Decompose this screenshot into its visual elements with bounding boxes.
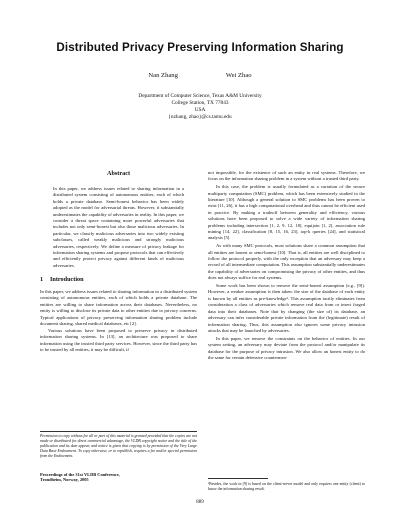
abstract-heading: Abstract	[106, 170, 131, 177]
section-number: 1	[40, 276, 44, 283]
author-name: Wei Zhao	[225, 72, 252, 79]
paragraph: In this paper, we address issues related to sharing information in a distributed system consisting of autonomous entities, each of which holds a private database. The entities are willing to share information across their databases. Nevertheless, no entity is willing to disclose its private data to other entities due to privacy concerns. Typical applications of privacy preserving information sharing problem include document sharing, shared medical databases, etc [2].	[40, 289, 197, 327]
affiliation-city: College Station, TX 77843	[171, 100, 229, 106]
author-list	[0, 72, 400, 79]
footnote-divider	[40, 431, 197, 432]
permission-notice: Permission to copy without fee all or part of this material is granted provided that the copies are not made or distributed for direct commercial advantage, the VLDB copyright notice and the title of the publication and its date appear, and notice is given that copying is by permission of the Very Large Data Base Endowment. To copy otherwise, or to republish, requires a fee and/or special permission from the Endowment.	[40, 434, 197, 459]
affiliation-block	[0, 93, 400, 121]
proceedings-note	[40, 472, 197, 483]
footnote-divider	[208, 478, 268, 479]
paragraph: Some work has been shown to remove the semi-honest assumption (e.g., [9]). However, a weaker assumption is then taken: the size of the database of each entity is known by all entities as pre-knowledge¹. This assumption tacitly eliminates from consideration a class of adversaries which remove real data from or insert forged data into their databases. Note that by changing (the size of) its database, an adversary can infer considerable private information from the (legitimate) result of information sharing. Thus, this assumption also ignores some privacy intrusion attacks that may be launched by adversaries.	[208, 283, 365, 333]
paragraph: As with many SMC protocols, most solutions share a common assumption that all entities are honest or semi-honest [10]. That is, all entities are well disciplined to follow the protocol properly, with the only exception that an adversary may keep a record of all intermediate computation. This assumption substantially underestimates the capability of adversaries on compromising the privacy of other entities, and thus does not always suffice for real systems.	[208, 243, 365, 281]
affiliation-country: USA	[194, 107, 206, 113]
paragraph: In this case, the problem is usually formulated as a variation of the secure multiparty computation (SMC) problem, which has been extensively studied in the literature [10]. Although a general solution to SMC problems has been proven to exist [11, 26], it has a high computational overhead and thus cannot be efficient used in practice. By making a tradeoff between generality and efficiency, various solutions have been proposed to solve a wide variety of information sharing problems including intersection [1, 2, 9, 12, 18], equijoin [1, 2], association rule mining [14, 22], classification [8, 15, 16, 23], top-k queries [24], and statistical analysis [5].	[208, 184, 365, 241]
proceedings-line: Proceedings of the 31st VLDB Conference,	[40, 472, 120, 477]
proceedings-line: Trondheim, Norway, 2005	[40, 477, 89, 483]
affiliation-department: Department of Computer Science, Texas A&M University	[138, 93, 262, 99]
introduction-text	[40, 289, 197, 354]
paragraph: Various solutions have been proposed to preserve privacy in distributed information sharing systems. In [13], an architecture was proposed to share information using the trusted third party services. However, since the third party has to be trusted by all entities, it may be difficult, if	[40, 327, 197, 353]
section-title: Introduction	[50, 276, 84, 283]
page-number: 889	[196, 500, 204, 505]
affiliation-email: {nzhang, zhao}@cs.tamu.edu	[168, 114, 232, 120]
right-column-text	[208, 170, 365, 363]
abstract-text: In this paper, we address issues related to sharing information in a distributed system consisting of autonomous entities, each of which holds a private database. Semi-honest behavior has been widely adopted as the model for adversarial threats. However, it substantially underestimates the capability of adversaries in reality. In this paper, we consider a threat space containing more powerful adversaries that includes not only semi-honest but also those malicious adversaries. In particular, we classify malicious adversaries into two widely existing subclasses, called weakly malicious and strongly malicious adversaries, respectively. We define a measure of privacy leakage for information sharing systems and propose protocols that can effectively and efficiently protect privacy against different kinds of malicious adversaries.	[53, 186, 184, 268]
paragraph: In this paper, we remove the constraints on the behavior of entities. In our system setting, an adversary may deviate from the protocol and/or manipulate its database for the purpose of privacy intrusion. We also allow an honest entity to do the same for certain defensive countermea-	[208, 335, 365, 360]
section-heading	[40, 276, 84, 283]
author-name: Nan Zhang	[148, 72, 178, 79]
paragraph: not impossible, for the existence of such an entity in real systems. Therefore, we focus on the information sharing problem in a system without a trusted third party.	[208, 170, 365, 182]
paper-title: Distributed Privacy Preserving Information Sharing	[56, 41, 344, 54]
footnote: ¹Besides, the work in [9] is based on the client-server model and only requires one entity (client) to know the information sharing result.	[208, 482, 365, 492]
